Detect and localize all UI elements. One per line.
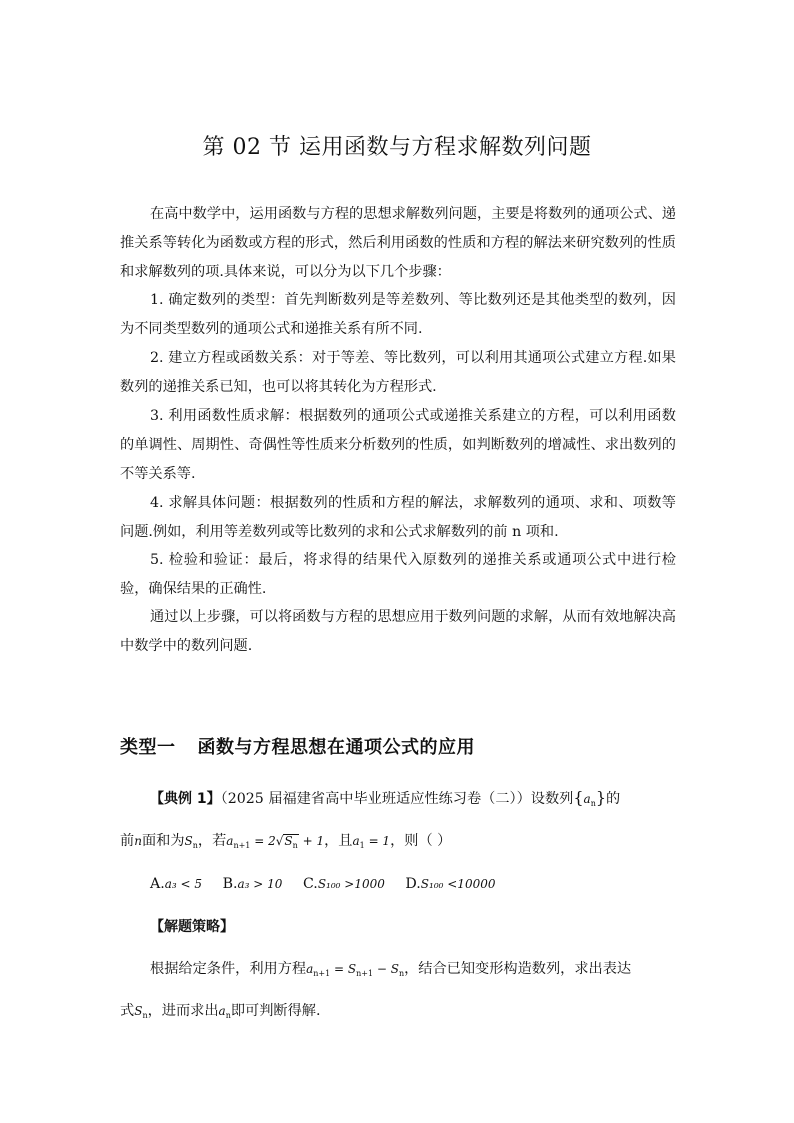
- step-3: 3. 利用函数性质求解：根据数列的通项公式或递推关系建立的方程，可以利用函数的单调性、周期性、奇偶性等性质来分析数列的性质，如判断数列的增减性、求出数列的不等关系等.: [120, 408, 676, 482]
- page-title: 第 02 节 运用函数与方程求解数列问题: [202, 135, 592, 160]
- option-c[interactable]: C.S₁₀₀ >1000: [302, 876, 385, 892]
- step-2: 2. 建立方程或函数关系：对于等差、等比数列，可以利用其通项公式建立方程.如果数列的递推关系已知，也可以将其转化为方程形式.: [120, 350, 676, 395]
- strategy-line-2: 式$S_n$，进而求出$a_n$即可判断得解.: [120, 1003, 321, 1020]
- strategy-line-1: 根据给定条件，利用方程$a_{n+1} = S_{n+1} - S_n$，结合已知变形构造数列，求出表达: [150, 961, 632, 978]
- options-row: [150, 876, 710, 892]
- step-5: 5. 检验和验证：最后，将求得的结果代入原数列的递推关系或通项公式中进行检验，确保结果的正确性.: [120, 552, 676, 597]
- strategy-heading: 【解题策略】: [150, 919, 234, 935]
- example-source: （2025 届福建省高中毕业班适应性练习卷（二））设数列: [220, 791, 574, 807]
- math-n: n: [134, 834, 142, 848]
- step-4: 4. 求解具体问题：根据数列的性质和方程的解法，求解数列的通项、求和、项数等问题.例如，利用等差数列或等比数列的求和公式求解数列的前 n 项和.: [120, 495, 676, 540]
- section-label: 类型一: [120, 737, 176, 758]
- section-title: 函数与方程思想在通项公式的应用: [197, 737, 475, 758]
- math-Sn-2: $S_n$: [134, 1004, 148, 1020]
- example-line-2: 前n面和为$S_n$，若$a_{n+1} = 2√S_n + 1$，且$a_1 = 1$，则（ ）: [120, 833, 452, 850]
- math-an: $a_n$: [218, 1004, 231, 1020]
- sequence-notation: $\{a_n\}$: [573, 788, 607, 808]
- example-tag: 【典例 1】: [150, 791, 221, 807]
- intro-paragraph: 在高中数学中，运用函数与方程的思想求解数列问题，主要是将数列的通项公式、递推关系等转化为函数或方程的形式，然后利用函数的性质和方程的解法来研究数列的性质和求解数列的项.具体来说，可以分为以下几个步骤：: [120, 206, 676, 280]
- option-b[interactable]: B.a₃ > 10: [222, 876, 283, 892]
- option-d[interactable]: D.S₁₀₀ <10000: [405, 876, 496, 892]
- initial-condition: $a_1 = 1$: [352, 834, 391, 850]
- step-1: 1. 确定数列的类型：首先判断数列是等差数列、等比数列还是其他类型的数列，因为不同类型数列的通项公式和递推关系有所不同.: [120, 292, 676, 337]
- example-line-1: 【典例 1】（2025 届福建省高中毕业班适应性练习卷（二））设数列$\{a_n\}$的: [150, 788, 621, 808]
- conclusion-paragraph: 通过以上步骤，可以将函数与方程的思想应用于数列问题的求解，从而有效地解决高中数学中的数列问题.: [120, 609, 676, 654]
- recurrence-formula: $a_{n+1} = 2√S_n + 1$: [226, 834, 325, 850]
- math-Sn: $S_n$: [184, 834, 198, 850]
- difference-formula: $a_{n+1} = S_{n+1} - S_n$: [306, 962, 405, 978]
- section-heading: [120, 733, 475, 759]
- option-a[interactable]: A.a₃ < 5: [150, 876, 203, 892]
